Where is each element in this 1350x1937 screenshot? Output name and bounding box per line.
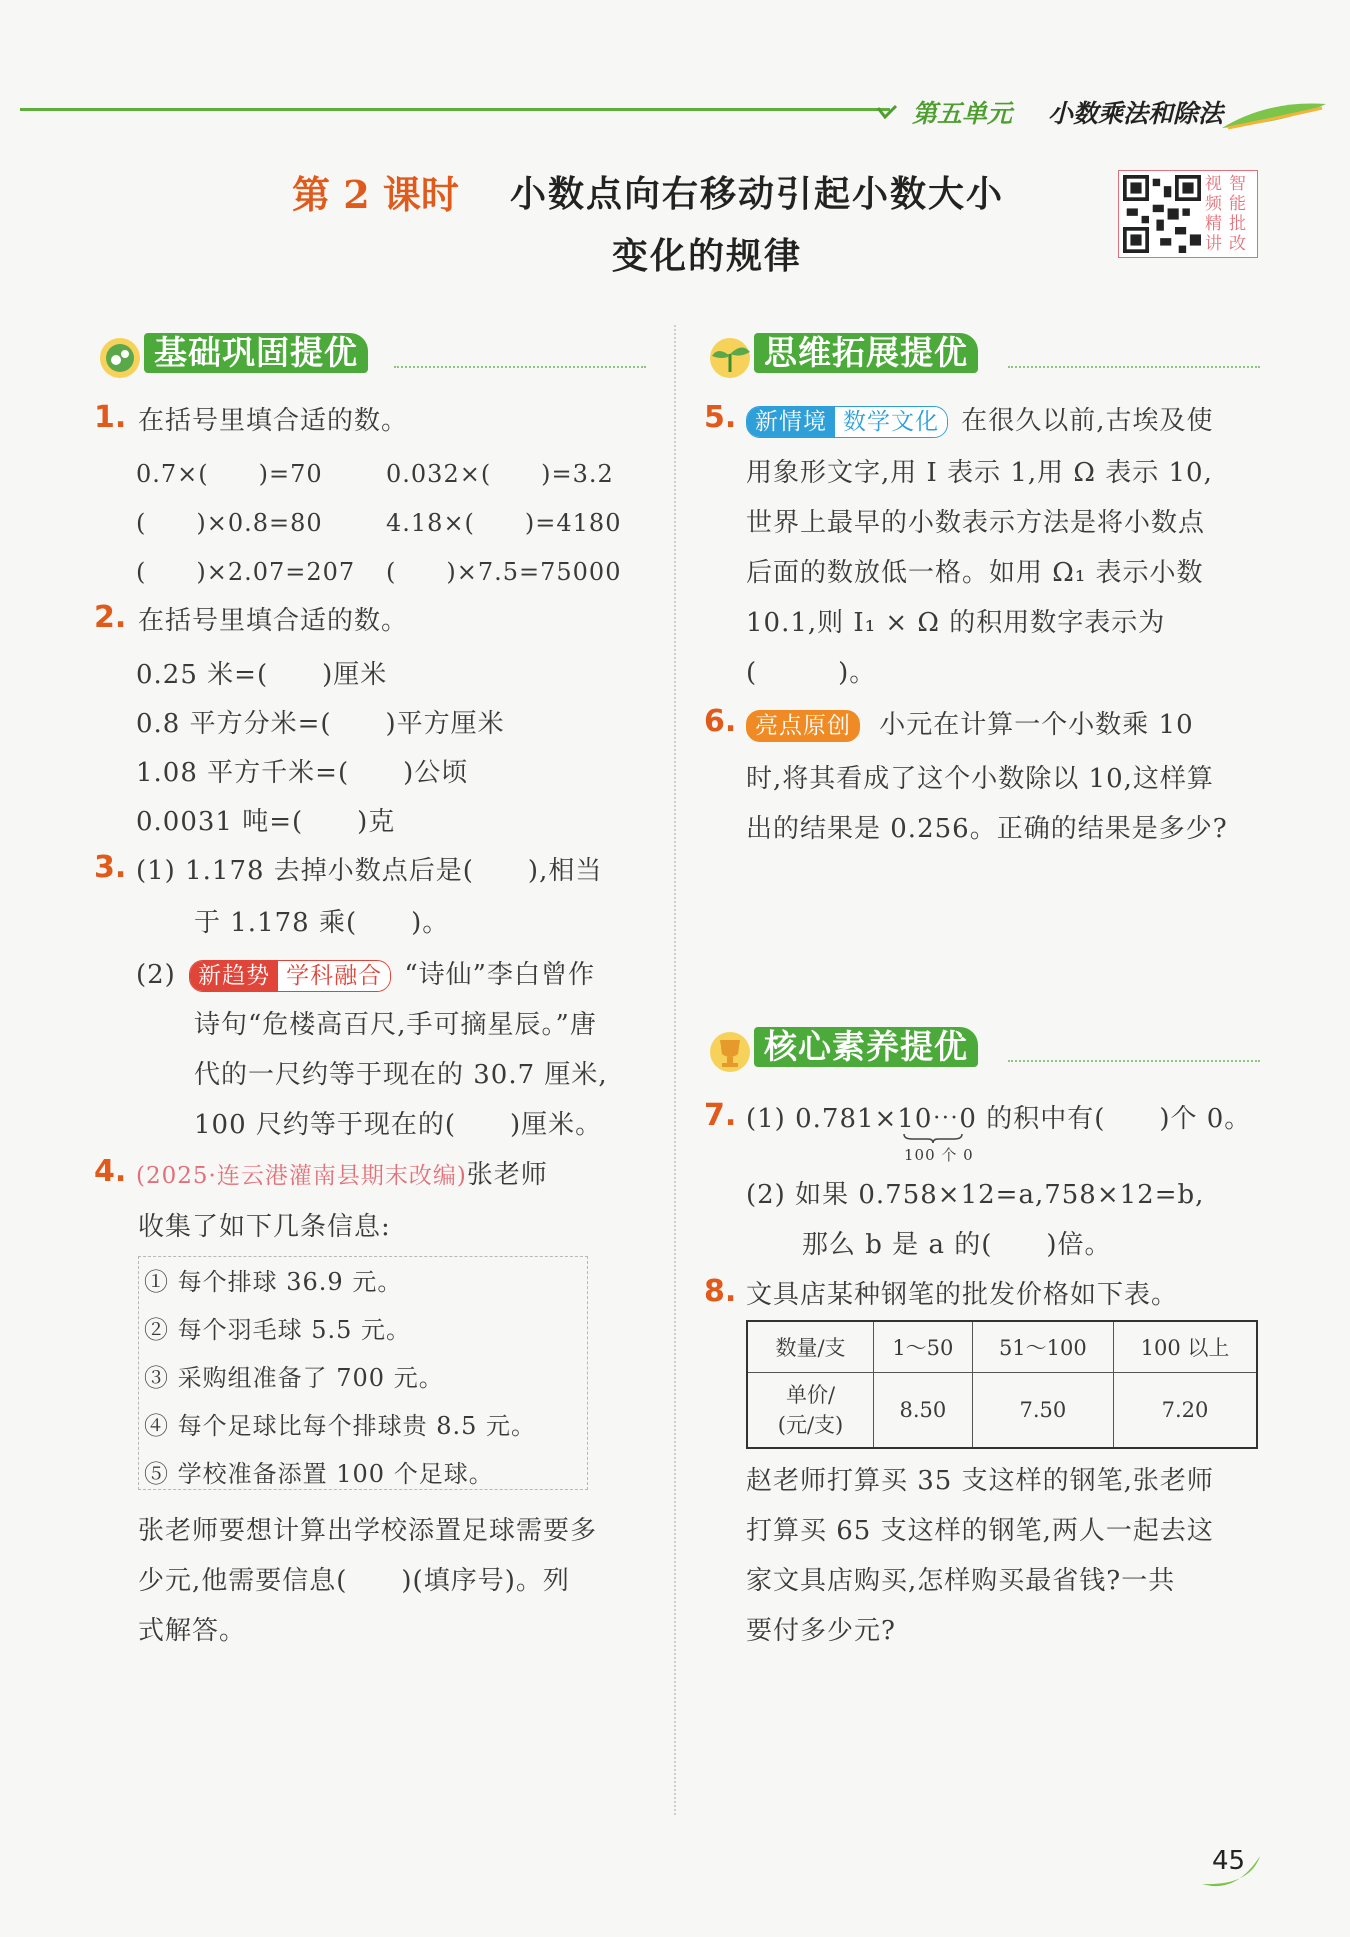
question-stem: 在括号里填合适的数。 — [138, 406, 409, 436]
question-text-inline: 小元在计算一个小数乘 10 — [879, 710, 1194, 740]
question-text-inline: 张老师 — [466, 1160, 548, 1190]
original-tag — [746, 710, 860, 742]
question-text: 打算买 65 支这样的钢笔,两人一起去这 — [746, 1516, 1214, 1546]
table-row — [747, 1373, 1257, 1449]
qr-label-char: 讲 — [1205, 234, 1222, 254]
qr-label-char: 智 — [1229, 174, 1246, 194]
question-stem: 文具店某种钢笔的批发价格如下表。 — [746, 1280, 1179, 1310]
question-text: (2) 如果 0.758×12=a,758×12=b, — [746, 1180, 1205, 1210]
section-header-basic — [94, 330, 646, 378]
fill-blank-item: 0.25 米=( )厘米 — [136, 660, 388, 690]
table-cell: 7.50 — [972, 1373, 1113, 1449]
fill-blank-item: 1.08 平方千米=( )公顷 — [136, 758, 469, 788]
question-text: 要付多少元? — [746, 1616, 896, 1646]
fill-blank-item: 0.8 平方分米=( )平方厘米 — [136, 709, 505, 739]
price-table — [746, 1320, 1258, 1449]
question-text: (1) 1.178 去掉小数点后是( ),相当 — [136, 856, 603, 886]
part-label: (2) — [136, 960, 176, 990]
qr-code-box[interactable] — [1118, 170, 1258, 258]
section-rule — [1008, 366, 1260, 368]
qr-label-char: 精 — [1205, 214, 1222, 234]
section-title: 思维拓展提优 — [754, 333, 978, 373]
question-text: 赵老师打算买 35 支这样的钢笔,张老师 — [746, 1466, 1214, 1496]
question-text: ( )。 — [746, 658, 877, 688]
tag-secondary: 数学文化 — [835, 407, 947, 437]
question-text: 代的一尺约等于现在的 30.7 厘米, — [194, 1060, 608, 1090]
fill-blank-item: 0.032×( )=3.2 — [386, 460, 614, 488]
leaf-swoosh-icon — [1218, 98, 1328, 132]
question-number: 1. — [94, 400, 127, 435]
question-text-inline: “诗仙”李白曾作 — [404, 960, 595, 990]
question-number: 2. — [94, 600, 127, 635]
unit-name: 第五单元 — [912, 99, 1013, 128]
check-leaf-icon — [876, 104, 898, 120]
fill-blank-item: 0.0031 吨=( )克 — [136, 807, 396, 837]
question-text: 时,将其看成了这个小数除以 10,这样算 — [746, 764, 1214, 794]
table-row-label — [747, 1373, 874, 1449]
table-header-cell: 100 以上 — [1113, 1321, 1257, 1373]
table-header-cell: 51～100 — [972, 1321, 1113, 1373]
row-label-line: 单价/ — [785, 1383, 836, 1407]
fill-blank-item: ( )×0.8=80 — [136, 509, 323, 537]
page-number: 45 — [1212, 1846, 1246, 1876]
question-number: 6. — [704, 704, 737, 739]
header-rule — [20, 108, 890, 111]
question-text: 家文具店购买,怎样购买最省钱?一共 — [746, 1566, 1176, 1596]
question-text: 于 1.178 乘( )。 — [194, 908, 450, 938]
fill-blank-item: ( )×2.07=207 — [136, 558, 356, 586]
lesson-title-line1: 小数点向右移动引起小数大小 — [510, 174, 1005, 215]
lesson-number: 第 2 课时 — [292, 172, 459, 217]
table-header-row — [747, 1321, 1257, 1373]
qr-label-char: 频 — [1205, 194, 1222, 214]
info-item: ② 每个羽毛球 5.5 元。 — [144, 1316, 412, 1344]
lesson-title-line2: 变化的规律 — [612, 236, 803, 277]
qr-label-char: 视 — [1205, 174, 1222, 194]
fill-blank-item: 0.7×( )=70 — [136, 460, 323, 488]
question-number: 5. — [704, 400, 737, 435]
question-text: 诗句“危楼高百尺,手可摘星辰。”唐 — [194, 1010, 597, 1040]
question-text: 后面的数放低一格。如用 Ω₁ 表示小数 — [746, 558, 1204, 588]
question-number: 8. — [704, 1274, 737, 1309]
info-item: ⑤ 学校准备添置 100 个足球。 — [144, 1460, 494, 1488]
section-rule — [1008, 1060, 1260, 1062]
context-tag — [746, 406, 948, 438]
question-text: 式解答。 — [138, 1616, 247, 1646]
question-text: 10.1,则 Ι₁ × Ω 的积用数字表示为 — [746, 608, 1166, 638]
qr-code-icon — [1123, 175, 1201, 253]
qr-label-char: 批 — [1229, 214, 1246, 234]
underbrace-note: 100 个 0 — [904, 1146, 974, 1164]
table-header-cell: 数量/支 — [747, 1321, 874, 1373]
qr-label-char: 改 — [1229, 234, 1246, 254]
tag-secondary: 学科融合 — [278, 961, 390, 991]
qr-label-char: 能 — [1229, 194, 1246, 214]
question-text-inline: 在很久以前,古埃及使 — [961, 406, 1214, 436]
tag-primary: 新趋势 — [190, 961, 278, 991]
fill-blank-item: ( )×7.5=75000 — [386, 558, 622, 586]
section-header-extend — [704, 330, 1260, 378]
qr-label — [1205, 174, 1253, 254]
question-number: 3. — [94, 850, 127, 885]
question-text: 那么 b 是 a 的( )倍。 — [802, 1230, 1112, 1260]
info-item: ① 每个排球 36.9 元。 — [144, 1268, 403, 1296]
question-text: 用象形文字,用 Ⅰ 表示 1,用 Ω 表示 10, — [746, 458, 1213, 488]
table-cell: 8.50 — [874, 1373, 973, 1449]
question-text: 世界上最早的小数表示方法是将小数点 — [746, 508, 1206, 538]
question-number: 7. — [704, 1098, 737, 1133]
tag-primary: 亮点原创 — [755, 713, 851, 739]
section-header-core — [704, 1024, 1260, 1072]
row-label-line: (元/支) — [777, 1413, 844, 1437]
tag-primary: 新情境 — [747, 407, 835, 437]
question-text: 收集了如下几条信息: — [138, 1212, 391, 1242]
info-item: ③ 采购组准备了 700 元。 — [144, 1364, 444, 1392]
question-text — [136, 954, 595, 992]
question-text — [746, 400, 1214, 438]
question-text: 少元,他需要信息( )(填序号)。列 — [138, 1566, 570, 1596]
section-title: 基础巩固提优 — [144, 333, 368, 373]
unit-topic: 小数乘法和除法 — [1048, 99, 1224, 128]
question-text — [136, 1154, 548, 1191]
info-item: ④ 每个足球比每个排球贵 8.5 元。 — [144, 1412, 537, 1440]
question-text: 张老师要想计算出学校添置足球需要多 — [138, 1516, 598, 1546]
underbrace-icon — [902, 1132, 964, 1144]
trend-tag — [189, 960, 391, 992]
question-text: 出的结果是 0.256。正确的结果是多少? — [746, 814, 1228, 844]
question-stem: 在括号里填合适的数。 — [138, 606, 409, 636]
section-rule — [394, 366, 646, 368]
question-number: 4. — [94, 1154, 127, 1189]
table-cell: 7.20 — [1113, 1373, 1257, 1449]
question-text: 100 尺约等于现在的( )厘米。 — [194, 1110, 603, 1140]
fill-blank-item: 4.18×( )=4180 — [386, 509, 622, 537]
question-text — [746, 704, 1194, 742]
question-text: (1) 0.781×10⋯0 的积中有( )个 0。 — [746, 1104, 1252, 1134]
column-divider — [674, 325, 676, 1815]
section-title: 核心素养提优 — [754, 1027, 978, 1067]
table-header-cell: 1～50 — [874, 1321, 973, 1373]
source-note: (2025·连云港灌南县期末改编) — [136, 1163, 467, 1189]
